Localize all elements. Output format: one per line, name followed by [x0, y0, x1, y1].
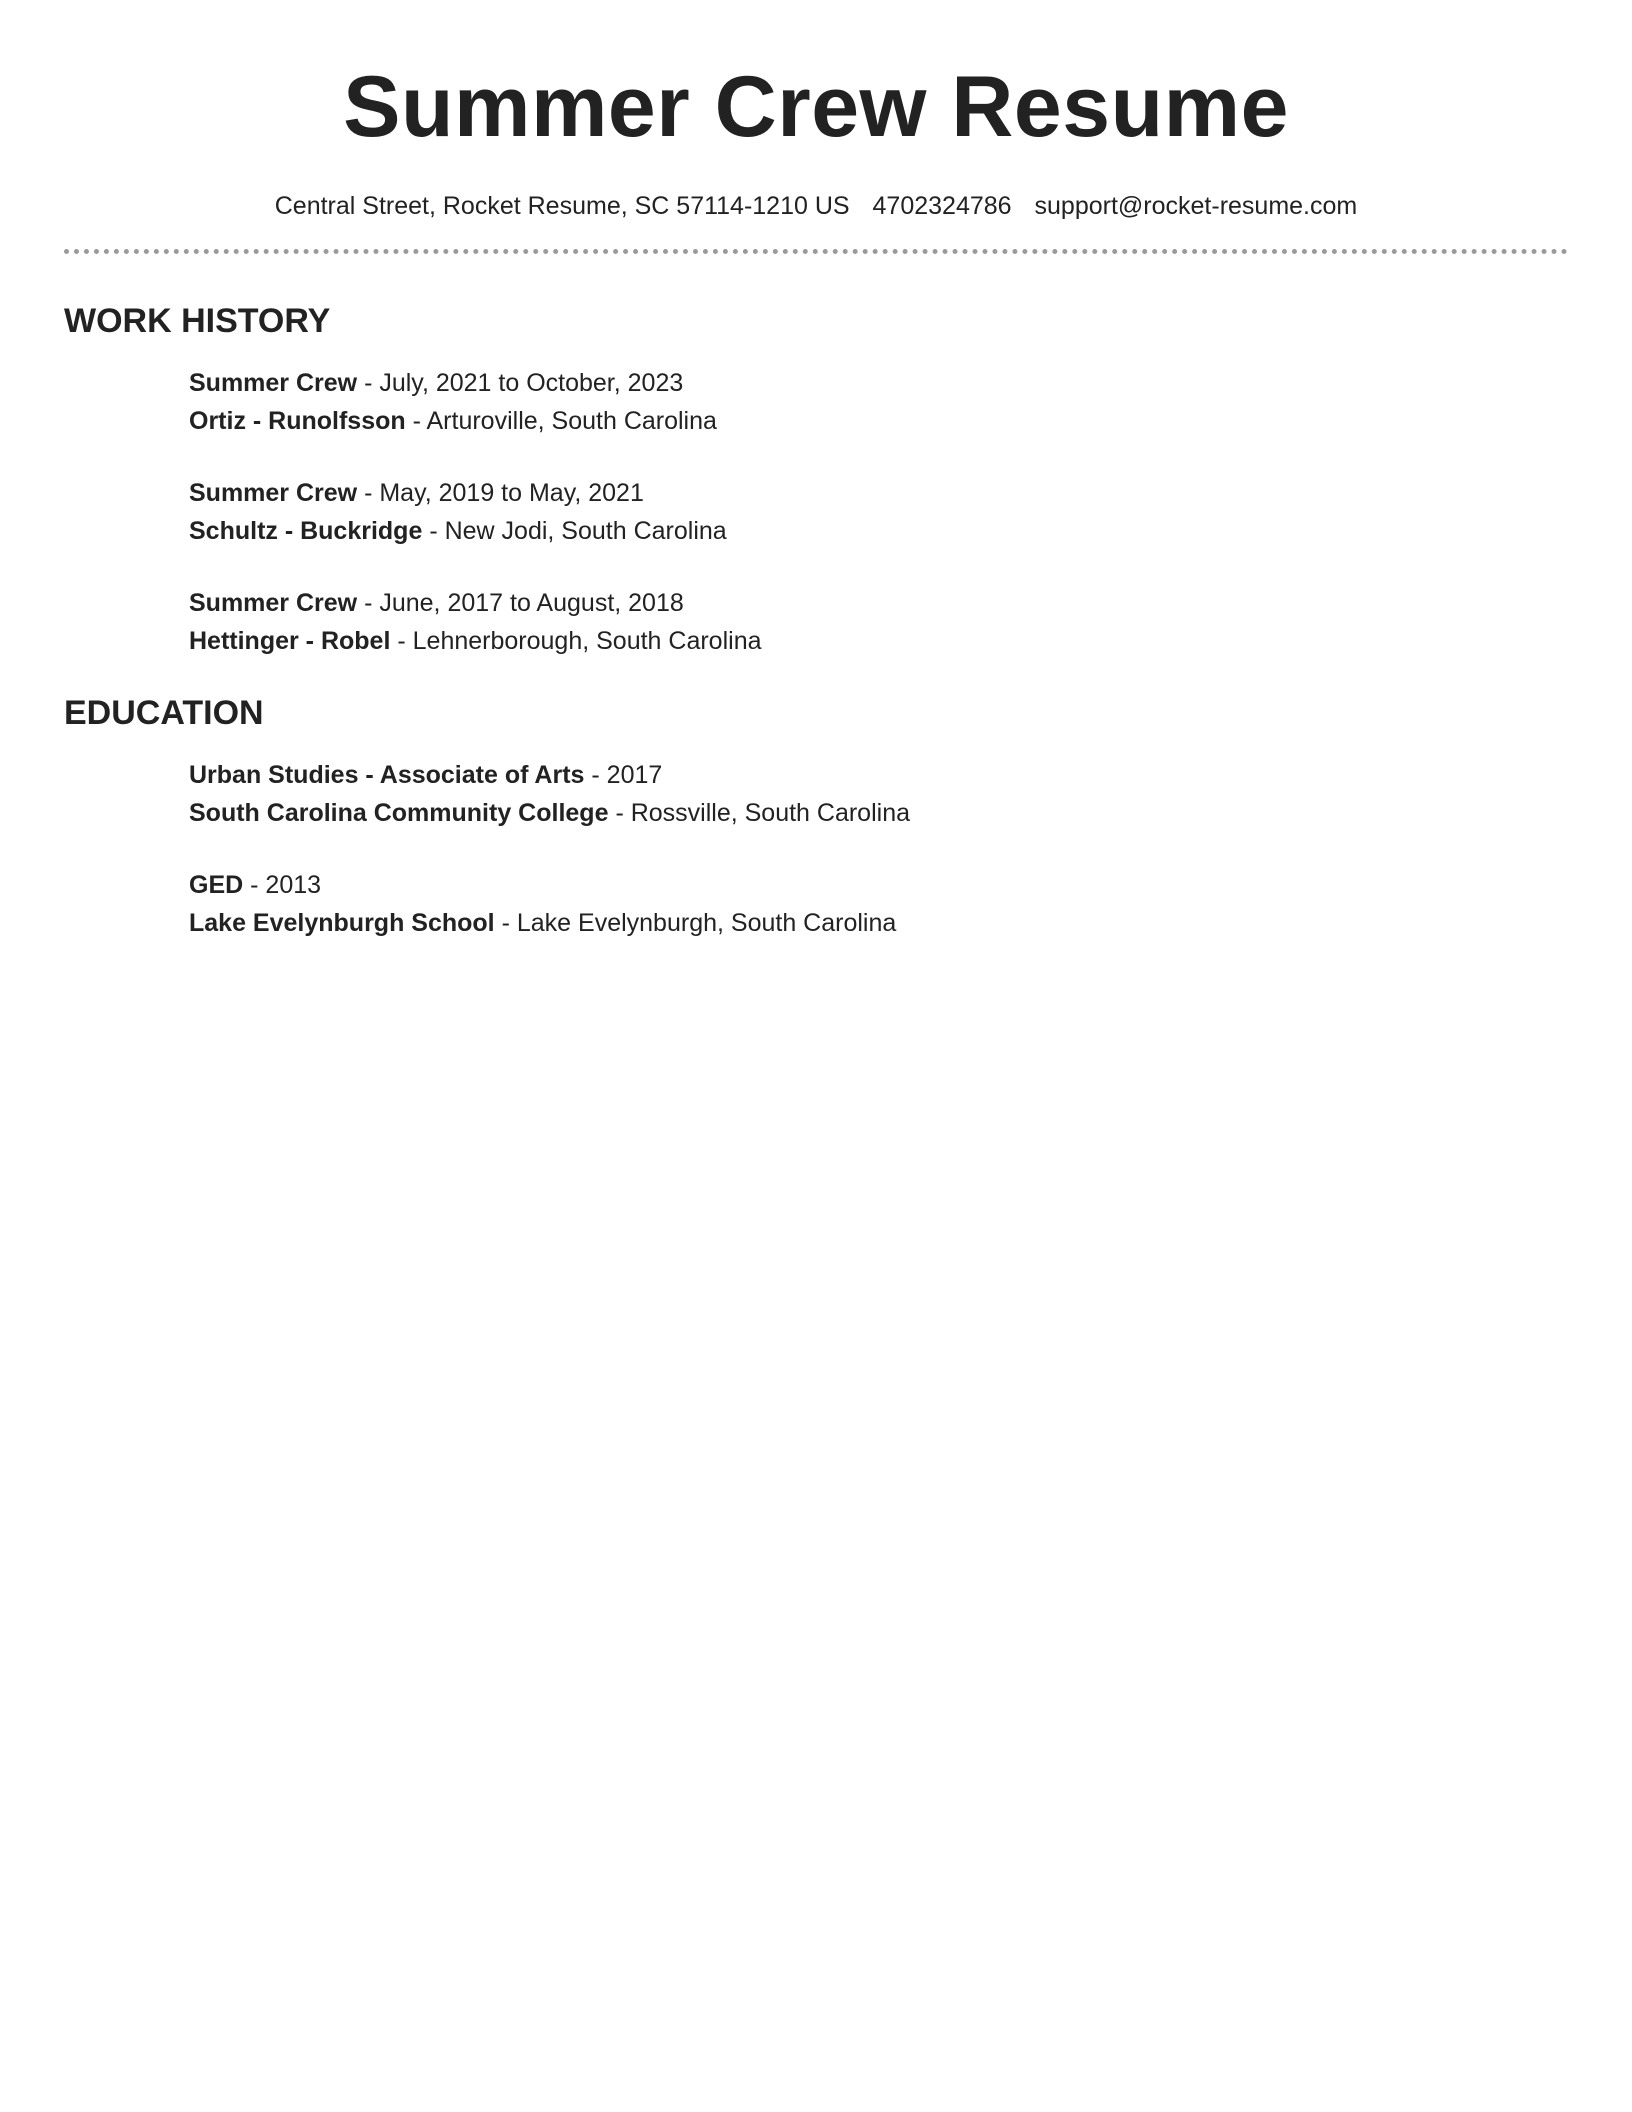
work-entry — [189, 474, 1568, 550]
education-section — [64, 692, 1568, 942]
education-entries — [64, 756, 1568, 942]
education-entry-school-line — [189, 904, 1568, 942]
contact-email: support@rocket-resume.com — [1034, 192, 1358, 220]
education-entry — [189, 756, 1568, 832]
header-divider — [64, 249, 1568, 254]
degree-year: - 2013 — [250, 871, 322, 899]
contact-line — [64, 190, 1568, 222]
work-entry — [189, 364, 1568, 440]
school-location: - Lake Evelynburgh, South Carolina — [501, 909, 897, 937]
job-dates: - June, 2017 to August, 2018 — [364, 589, 684, 617]
degree-year: - 2017 — [591, 761, 663, 789]
work-entry-role-line — [189, 584, 1568, 622]
school-name: South Carolina Community College — [189, 799, 609, 827]
resume-header — [64, 48, 1568, 222]
education-entry — [189, 866, 1568, 942]
work-entry-role-line — [189, 364, 1568, 402]
employer-location: - Arturoville, South Carolina — [412, 407, 717, 435]
work-history-entries — [64, 364, 1568, 660]
employer-location: - Lehnerborough, South Carolina — [397, 627, 762, 655]
work-history-section — [64, 300, 1568, 660]
employer-location: - New Jodi, South Carolina — [429, 517, 727, 545]
work-entry — [189, 584, 1568, 660]
contact-phone: 4702324786 — [872, 192, 1012, 220]
resume-title: Summer Crew Resume — [343, 59, 1289, 155]
school-name: Lake Evelynburgh School — [189, 909, 495, 937]
work-entry-employer-line — [189, 512, 1568, 550]
school-location: - Rossville, South Carolina — [615, 799, 911, 827]
job-title: Summer Crew — [189, 369, 358, 397]
work-history-heading: WORK HISTORY — [64, 302, 331, 340]
employer-name: Schultz - Buckridge — [189, 517, 423, 545]
work-entry-employer-line — [189, 402, 1568, 440]
education-entry-degree-line — [189, 866, 1568, 904]
job-title: Summer Crew — [189, 479, 358, 507]
education-heading: EDUCATION — [64, 694, 264, 732]
degree-name: Urban Studies - Associate of Arts — [189, 761, 585, 789]
job-dates: - July, 2021 to October, 2023 — [364, 369, 684, 397]
education-entry-school-line — [189, 794, 1568, 832]
contact-address: Central Street, Rocket Resume, SC 57114-1210 US — [274, 192, 850, 220]
education-entry-degree-line — [189, 756, 1568, 794]
work-entry-role-line — [189, 474, 1568, 512]
job-title: Summer Crew — [189, 589, 358, 617]
job-dates: - May, 2019 to May, 2021 — [364, 479, 644, 507]
degree-name: GED — [189, 871, 244, 899]
employer-name: Ortiz - Runolfsson — [189, 407, 406, 435]
employer-name: Hettinger - Robel — [189, 627, 391, 655]
work-entry-employer-line — [189, 622, 1568, 660]
